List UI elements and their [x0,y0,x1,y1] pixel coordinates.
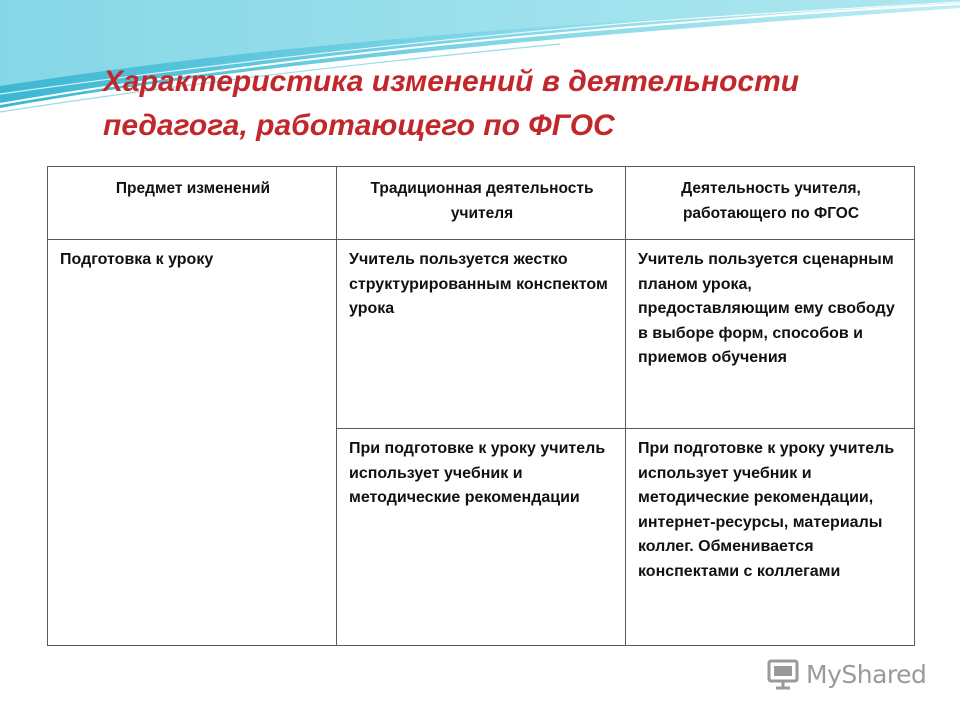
title-line-1: Характеристика изменений в деятельности [103,65,800,98]
header-subject: Предмет изменений [48,167,337,240]
watermark-logo [766,655,926,693]
table-row [48,240,915,429]
fgos-cell: Учитель пользуется сценарным планом урока, предоставляющим ему свободу в выборе форм, способов и приемов обучения [626,240,915,429]
fgos-cell: При подготовке к уроку учитель использует учебник и методические рекомендации, интернет-ресурсы, материалы коллег. Обменивается конспектами с коллегами [626,429,915,646]
comparison-table [47,166,915,646]
traditional-cell: При подготовке к уроку учитель использует учебник и методические рекомендации [337,429,626,646]
watermark-text: MyShared [806,659,927,689]
title-line-2: педагога, работающего по ФГОС [103,109,615,142]
presentation-icon [766,657,800,691]
header-fgos: Деятельность учителя, работающего по ФГОС [626,167,915,240]
header-traditional: Традиционная деятельность учителя [337,167,626,240]
subject-cell: Подготовка к уроку [48,240,337,646]
traditional-cell: Учитель пользуется жестко структурированным конспектом урока [337,240,626,429]
table-header-row [48,167,915,240]
page-title [103,60,923,148]
